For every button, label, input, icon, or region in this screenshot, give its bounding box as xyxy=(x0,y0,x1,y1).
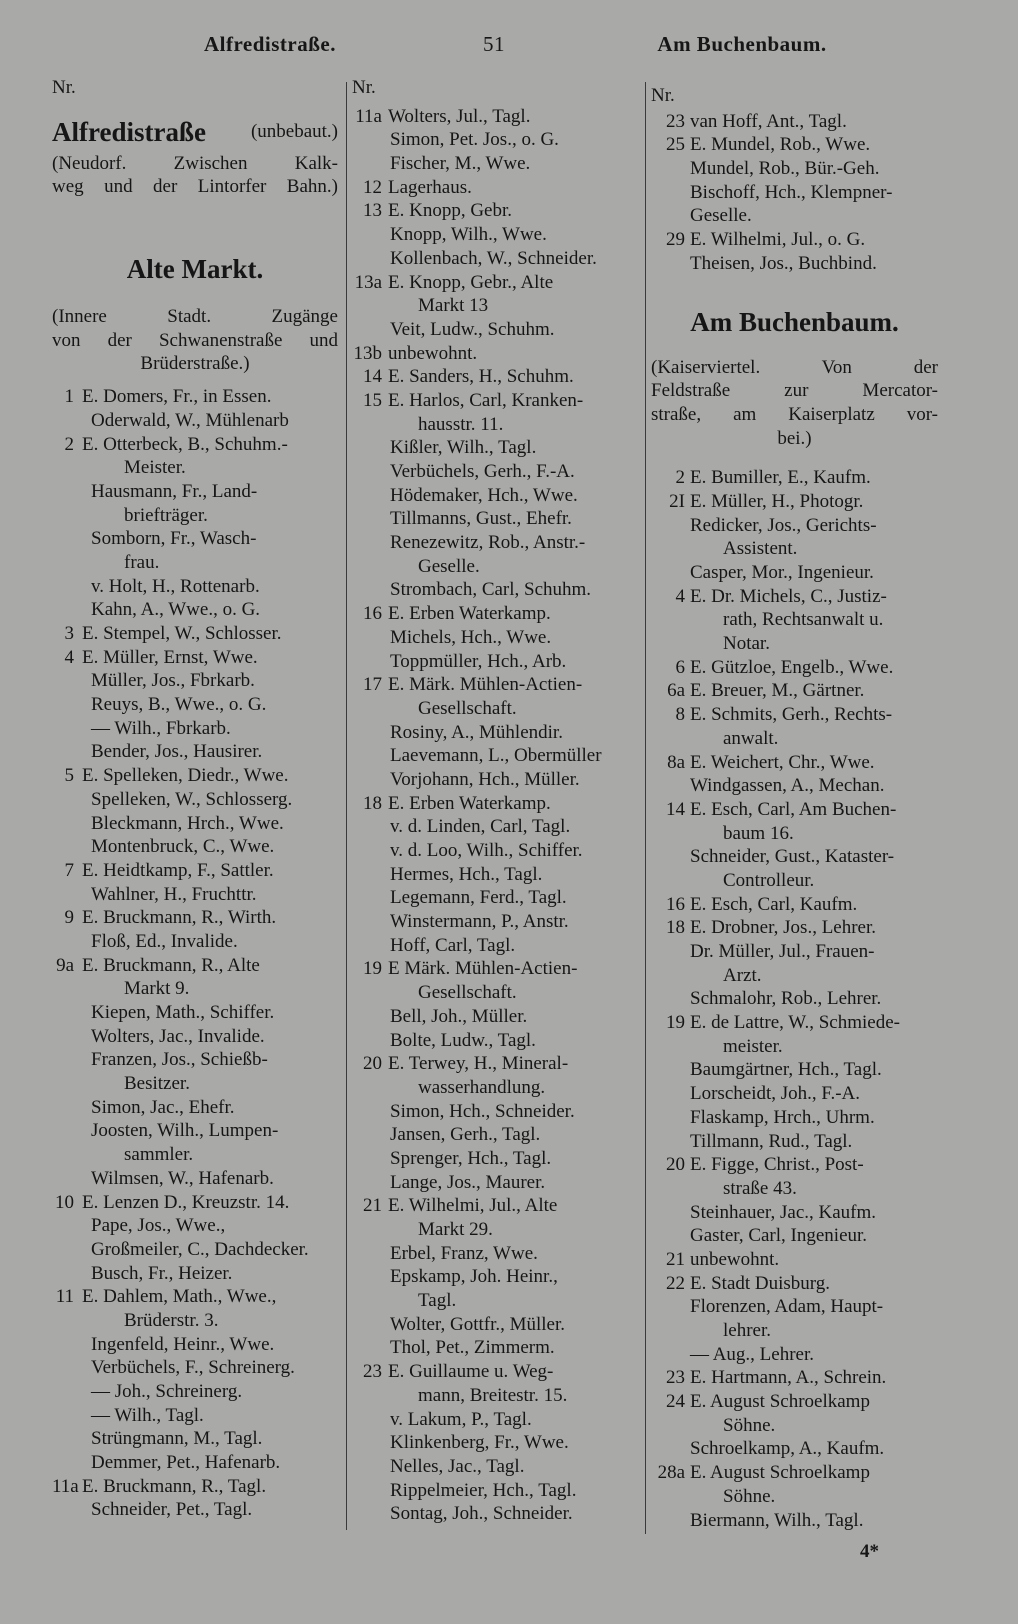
resident-line: Dr. Müller, Jul., Frauen- xyxy=(690,941,875,962)
house-entry xyxy=(352,199,639,223)
continuation-line: baum 16. xyxy=(723,822,794,844)
house-entry xyxy=(52,1475,338,1499)
house-entry xyxy=(352,365,639,389)
resident-line: Casper, Mor., Ingenieur. xyxy=(690,562,874,583)
continuation-line: Gesellschaft. xyxy=(418,982,517,1004)
resident-line: — Aug., Lehrer. xyxy=(690,1343,815,1365)
house-entry xyxy=(651,585,938,609)
street-description: bei.) xyxy=(777,427,812,449)
entry-text: E. Erben Waterkamp. xyxy=(388,792,551,814)
resident-line: Spelleken, W., Schlosserg. xyxy=(91,788,293,810)
house-number: 14 xyxy=(666,798,685,820)
resident-line: Steinhauer, Jac., Kaufm. xyxy=(690,1201,877,1223)
entry-text: E. Sanders, H., Schuhm. xyxy=(388,366,574,388)
street-heading xyxy=(52,249,338,289)
continuation-line: Besitzer. xyxy=(124,1073,190,1095)
house-entry xyxy=(651,1011,938,1035)
house-number: 17 xyxy=(363,674,382,696)
house-number: 22 xyxy=(666,1272,685,1294)
resident-line: Floß, Ed., Invalide. xyxy=(91,930,238,952)
resident-line: Erbel, Franz, Wwe. xyxy=(390,1242,538,1264)
resident-line: Busch, Fr., Heizer. xyxy=(91,1262,233,1284)
house-entry xyxy=(651,916,938,940)
entry-text: E. Heidtkamp, F., Sattler. xyxy=(82,859,274,881)
house-number: 18 xyxy=(363,792,382,814)
house-entry xyxy=(352,1052,639,1076)
entry-text: E. Bruckmann, R., Alte xyxy=(82,954,260,976)
running-head-left: Alfredistraße. xyxy=(203,32,337,56)
entry-text: E. Lenzen D., Kreuzstr. 14. xyxy=(82,1191,290,1213)
house-entry xyxy=(52,906,338,930)
resident-line: Legemann, Ferd., Tagl. xyxy=(390,887,567,909)
house-number: 11a xyxy=(355,105,382,127)
house-number: 10 xyxy=(55,1191,74,1213)
resident-line: Sprenger, Hch., Tagl. xyxy=(390,1147,552,1169)
house-entry xyxy=(651,466,938,490)
house-entry xyxy=(651,490,938,514)
house-number: 20 xyxy=(666,1154,685,1176)
house-number: 13 xyxy=(363,200,382,222)
entry-text: unbewohnt. xyxy=(388,342,478,364)
entry-text: E. Bruckmann, R., Wirth. xyxy=(82,907,277,929)
house-entry xyxy=(52,1285,338,1309)
entry-text: E. Dahlem, Math., Wwe., xyxy=(82,1286,277,1308)
house-number: 6a xyxy=(667,680,685,702)
resident-line: Renezewitz, Rob., Anstr.- xyxy=(390,532,586,554)
house-number: 8 xyxy=(675,704,685,726)
resident-line: Hödemaker, Hch., Wwe. xyxy=(390,484,578,506)
resident-line: — Wilh., Fbrkarb. xyxy=(91,717,231,739)
entry-text: E. Bumiller, E., Kaufm. xyxy=(690,467,871,489)
house-number: 9a xyxy=(56,954,74,976)
resident-line: Schmalohr, Rob., Lehrer. xyxy=(690,988,882,1010)
entry-text: E. Terwey, H., Mineral- xyxy=(388,1053,569,1075)
resident-line: Redicker, Jos., Gerichts- xyxy=(690,514,877,536)
street-description: Brüderstraße.) xyxy=(140,353,250,375)
house-number: 19 xyxy=(363,958,382,980)
house-number: 23 xyxy=(666,1367,685,1389)
entry-text: E. Drobner, Jos., Lehrer. xyxy=(690,917,877,939)
entry-text: E. Weichert, Chr., Wwe. xyxy=(690,751,875,773)
entry-text: E. Dr. Michels, C., Justiz- xyxy=(690,585,887,607)
street-heading xyxy=(52,112,338,152)
resident-line: Nelles, Jac., Tagl. xyxy=(390,1455,525,1477)
house-entry xyxy=(651,1153,938,1177)
house-entry xyxy=(352,1360,639,1384)
street-description: von der Schwanenstraße und xyxy=(52,329,338,351)
continuation-line: briefträger. xyxy=(124,504,208,526)
resident-line: Knopp, Wilh., Wwe. xyxy=(390,224,547,246)
resident-line: Bolte, Ludw., Tagl. xyxy=(390,1029,536,1051)
resident-line: Großmeiler, C., Dachdecker. xyxy=(91,1238,309,1260)
resident-line: Müller, Jos., Fbrkarb. xyxy=(91,670,255,692)
entry-text: E. Spelleken, Diedr., Wwe. xyxy=(82,765,289,787)
house-entry xyxy=(352,792,639,816)
number-column-label: Nr. xyxy=(651,85,675,106)
resident-line: Kollenbach, W., Schneider. xyxy=(390,247,597,269)
page-number: 51 xyxy=(483,32,505,56)
resident-line: Epskamp, Joh. Heinr., xyxy=(390,1266,558,1288)
resident-line: Rosiny, A., Mühlendir. xyxy=(390,721,563,743)
entry-text: E. Wilhelmi, Jul., Alte xyxy=(388,1195,558,1217)
column-3 xyxy=(651,84,938,1532)
resident-line: Rippelmeier, Hch., Tagl. xyxy=(390,1479,577,1501)
resident-line: Kahn, A., Wwe., o. G. xyxy=(91,599,261,621)
resident-line: Montenbruck, C., Wwe. xyxy=(91,836,275,858)
continuation-line: frau. xyxy=(124,551,160,573)
house-number: 25 xyxy=(666,134,685,156)
house-entry xyxy=(52,622,338,646)
continuation-line: Brüderstr. 3. xyxy=(124,1309,219,1331)
house-number: 6 xyxy=(675,656,685,678)
house-entry xyxy=(352,673,639,697)
resident-line: Bender, Jos., Hausirer. xyxy=(91,741,263,763)
house-number: 1 xyxy=(64,386,74,408)
street-heading xyxy=(651,302,938,342)
resident-line: Biermann, Wilh., Tagl. xyxy=(690,1509,864,1531)
house-entry xyxy=(52,764,338,788)
column-1 xyxy=(52,76,338,1522)
entry-text: E. Knopp, Gebr., Alte xyxy=(388,271,554,293)
resident-line: Thol, Pet., Zimmerm. xyxy=(390,1337,555,1359)
house-entry xyxy=(52,1191,338,1215)
resident-line: Windgassen, A., Mechan. xyxy=(690,775,885,797)
continuation-line: Gesellschaft. xyxy=(418,697,517,719)
resident-line: Kißler, Wilh., Tagl. xyxy=(390,437,537,459)
resident-line: Hermes, Hch., Tagl. xyxy=(390,863,543,885)
entry-text: E. Erben Waterkamp. xyxy=(388,603,551,625)
entry-text: unbewohnt. xyxy=(690,1248,780,1270)
resident-line: Strüngmann, M., Tagl. xyxy=(91,1428,263,1450)
house-number: 13b xyxy=(353,342,382,364)
resident-line: Hoff, Carl, Tagl. xyxy=(390,934,516,956)
entry-text: E. August Schroelkamp xyxy=(690,1462,870,1484)
resident-line: Laevemann, L., Obermüller xyxy=(390,745,602,767)
house-number: 16 xyxy=(666,893,685,915)
resident-line: Simon, Jac., Ehefr. xyxy=(91,1096,235,1118)
resident-line: Demmer, Pet., Hafenarb. xyxy=(91,1452,281,1474)
street-description: Feldstraße zur Mercator- xyxy=(651,380,938,402)
house-number: 11a xyxy=(52,1475,79,1497)
continuation-line: Markt 9. xyxy=(124,978,190,1000)
continuation-line: Geselle. xyxy=(418,555,480,577)
house-entry xyxy=(651,656,938,680)
resident-line: — Wilh., Tagl. xyxy=(91,1404,204,1426)
house-number: 28a xyxy=(657,1462,685,1484)
number-column-label: Nr. xyxy=(352,77,376,98)
entry-text: E. August Schroelkamp xyxy=(690,1391,870,1413)
continuation-line: Söhne. xyxy=(723,1485,776,1507)
resident-line: Simon, Pet. Jos., o. G. xyxy=(390,129,559,151)
house-entry xyxy=(52,859,338,883)
resident-line: v. Lakum, P., Tagl. xyxy=(390,1408,532,1430)
signature-mark: 4* xyxy=(860,1541,879,1562)
entry-text: E. Harlos, Carl, Kranken- xyxy=(388,389,584,411)
house-entry xyxy=(651,893,938,917)
house-number: 2I xyxy=(669,490,685,512)
entry-text: E. Müller, Ernst, Wwe. xyxy=(82,646,258,668)
resident-line: Baumgärtner, Hch., Tagl. xyxy=(690,1059,882,1081)
house-number: 11 xyxy=(55,1286,74,1308)
resident-line: Schneider, Gust., Kataster- xyxy=(690,846,895,868)
entry-text: E. Breuer, M., Gärtner. xyxy=(690,680,865,702)
resident-line: Toppmüller, Hch., Arb. xyxy=(390,650,567,672)
house-number: 14 xyxy=(363,366,382,388)
house-number: 9 xyxy=(64,907,74,929)
entry-text: E. Esch, Carl, Kaufm. xyxy=(690,893,858,915)
resident-line: v. Holt, H., Rottenarb. xyxy=(91,575,260,597)
continuation-line: Markt 13 xyxy=(418,295,489,317)
continuation-line: hausstr. 11. xyxy=(418,413,504,435)
house-number: 29 xyxy=(666,229,685,251)
resident-line: Kiepen, Math., Schiffer. xyxy=(91,1002,275,1023)
entry-text: Lagerhaus. xyxy=(388,176,472,198)
resident-line: Oderwald, W., Mühlenarb xyxy=(91,409,289,431)
house-entry xyxy=(651,1366,938,1390)
house-entry xyxy=(352,342,639,366)
resident-line: Wolters, Jac., Invalide. xyxy=(91,1025,265,1047)
street-description: (Neudorf. Zwischen Kalk- xyxy=(52,152,338,174)
house-number: 13a xyxy=(354,271,382,293)
house-entry xyxy=(52,433,338,457)
resident-line: — Joh., Schreinerg. xyxy=(91,1381,243,1402)
house-entry xyxy=(52,954,338,978)
resident-line: Vorjohann, Hch., Müller. xyxy=(390,768,580,790)
continuation-line: Söhne. xyxy=(723,1414,776,1436)
entry-text: E. Esch, Carl, Am Buchen- xyxy=(690,798,897,820)
house-number: 19 xyxy=(666,1012,685,1034)
street-description: straße, am Kaiserplatz vor- xyxy=(651,403,938,425)
house-number: 15 xyxy=(363,389,382,411)
entry-text: E. Mundel, Rob., Wwe. xyxy=(690,134,871,156)
resident-line: Joosten, Wilh., Lumpen- xyxy=(91,1120,279,1142)
house-number: 3 xyxy=(64,623,74,644)
house-entry xyxy=(651,703,938,727)
resident-line: v. d. Linden, Carl, Tagl. xyxy=(390,816,571,838)
house-entry xyxy=(651,110,938,134)
resident-line: Schneider, Pet., Tagl. xyxy=(91,1499,253,1521)
house-entry xyxy=(651,228,938,252)
street-note: (unbebaut.) xyxy=(250,120,338,142)
resident-line: Mundel, Rob., Bür.-Geh. xyxy=(690,158,880,180)
house-entry xyxy=(352,105,639,129)
continuation-line: Arzt. xyxy=(723,964,762,986)
house-number: 18 xyxy=(666,917,685,939)
resident-line: Verbüchels, Gerh., F.-A. xyxy=(390,461,575,482)
house-entry xyxy=(651,133,938,157)
house-number: 2 xyxy=(675,467,685,489)
entry-text: E. Figge, Christ., Post- xyxy=(690,1154,864,1176)
resident-line: Jansen, Gerh., Tagl. xyxy=(390,1124,541,1146)
entry-text: Wolters, Jul., Tagl. xyxy=(388,105,531,127)
continuation-line: anwalt. xyxy=(723,727,779,749)
street-name: Alfredistraße xyxy=(52,116,206,147)
continuation-line: Assistent. xyxy=(723,538,798,560)
continuation-line: mann, Breitestr. 15. xyxy=(418,1384,568,1406)
house-number: 4 xyxy=(675,585,685,607)
entry-text: E. Hartmann, A., Schrein. xyxy=(690,1367,887,1389)
entry-text: E. Stempel, W., Schlosser. xyxy=(82,623,282,644)
entry-text: E. Wilhelmi, Jul., o. G. xyxy=(690,229,866,251)
continuation-line: meister. xyxy=(723,1035,783,1057)
resident-line: Sontag, Joh., Schneider. xyxy=(390,1503,573,1525)
house-entry xyxy=(52,646,338,670)
resident-line: Simon, Hch., Schneider. xyxy=(390,1100,575,1122)
resident-line: Bleckmann, Hrch., Wwe. xyxy=(91,812,284,834)
continuation-line: Meister. xyxy=(124,457,186,479)
house-entry xyxy=(651,1248,938,1272)
resident-line: Wilmsen, W., Hafenarb. xyxy=(91,1167,274,1189)
entry-text: E. Stadt Duisburg. xyxy=(690,1272,831,1294)
house-number: 23 xyxy=(666,110,685,132)
house-number: 4 xyxy=(64,646,74,668)
running-head-right: Am Buchenbaum. xyxy=(657,32,827,56)
resident-line: Somborn, Fr., Wasch- xyxy=(91,528,257,550)
resident-line: Klinkenberg, Fr., Wwe. xyxy=(390,1432,569,1454)
resident-line: Pape, Jos., Wwe., xyxy=(91,1215,226,1237)
entry-text: E. Otterbeck, B., Schuhm.- xyxy=(82,433,288,455)
street-description: weg und der Lintorfer Bahn.) xyxy=(52,176,338,198)
resident-line: Florenzen, Adam, Haupt- xyxy=(690,1296,884,1318)
entry-text: E. Domers, Fr., in Essen. xyxy=(82,386,272,408)
house-number: 23 xyxy=(363,1361,382,1383)
resident-line: Theisen, Jos., Buchbind. xyxy=(690,252,877,274)
house-entry xyxy=(651,751,938,775)
entry-text: E. Knopp, Gebr. xyxy=(388,200,513,222)
house-number: 20 xyxy=(363,1053,382,1075)
entry-text: E Märk. Mühlen-Actien- xyxy=(388,958,578,980)
house-number: 12 xyxy=(363,176,382,198)
resident-line: Tillmanns, Gust., Ehefr. xyxy=(390,508,572,530)
resident-line: Veit, Ludw., Schuhm. xyxy=(390,318,555,340)
entry-text: E. de Lattre, W., Schmiede- xyxy=(690,1012,900,1034)
resident-line: Geselle. xyxy=(690,205,752,227)
resident-line: Hausmann, Fr., Land- xyxy=(91,480,258,502)
house-entry xyxy=(651,1272,938,1296)
resident-line: Strombach, Carl, Schuhm. xyxy=(390,579,592,601)
house-entry xyxy=(352,602,639,626)
house-entry xyxy=(352,957,639,981)
resident-line: Bischoff, Hch., Klempner- xyxy=(690,181,893,203)
resident-line: Lorscheidt, Joh., F.-A. xyxy=(690,1083,860,1105)
continuation-line: Controlleur. xyxy=(723,869,815,891)
continuation-line: Notar. xyxy=(723,633,770,655)
entry-text: van Hoff, Ant., Tagl. xyxy=(690,110,847,132)
entry-text: E. Gützloe, Engelb., Wwe. xyxy=(690,656,894,678)
street-name: Am Buchenbaum. xyxy=(690,306,899,337)
house-entry xyxy=(651,798,938,822)
continuation-line: sammler. xyxy=(124,1144,194,1166)
resident-line: Gaster, Carl, Ingenieur. xyxy=(690,1225,868,1247)
resident-line: Wahlner, H., Fruchttr. xyxy=(91,883,257,905)
resident-line: v. d. Loo, Wilh., Schiffer. xyxy=(390,840,583,861)
resident-line: Flaskamp, Hrch., Uhrm. xyxy=(690,1106,875,1128)
street-description: (Kaiserviertel. Von der xyxy=(651,356,938,378)
resident-line: Lange, Jos., Maurer. xyxy=(390,1171,546,1193)
resident-line: Winstermann, P., Anstr. xyxy=(390,911,569,933)
house-entry xyxy=(352,271,639,295)
continuation-line: Markt 29. xyxy=(418,1219,493,1240)
house-number: 2 xyxy=(64,433,74,455)
resident-line: Verbüchels, F., Schreinerg. xyxy=(91,1357,295,1379)
house-entry xyxy=(352,1194,639,1218)
house-entry xyxy=(651,1390,938,1414)
resident-line: Bell, Joh., Müller. xyxy=(390,1005,528,1027)
resident-line: Schroelkamp, A., Kaufm. xyxy=(690,1438,885,1460)
continuation-line: lehrer. xyxy=(723,1320,772,1341)
resident-line: Ingenfeld, Heinr., Wwe. xyxy=(91,1333,275,1355)
resident-line: Michels, Hch., Wwe. xyxy=(390,626,552,648)
house-number: 24 xyxy=(666,1391,685,1413)
house-number: 16 xyxy=(363,603,382,625)
house-number: 8a xyxy=(667,751,685,773)
number-column-label: Nr. xyxy=(52,77,76,98)
entry-text: E. Müller, H., Photogr. xyxy=(690,490,864,512)
column-2 xyxy=(352,76,639,1526)
continuation-line: wasserhandlung. xyxy=(418,1076,546,1098)
continuation-line: straße 43. xyxy=(723,1177,797,1199)
resident-line: Reuys, B., Wwe., o. G. xyxy=(91,694,267,716)
house-number: 7 xyxy=(64,859,74,881)
resident-line: Wolter, Gottfr., Müller. xyxy=(390,1313,566,1335)
resident-line: Fischer, M., Wwe. xyxy=(390,153,531,175)
entry-text: E. Schmits, Gerh., Rechts- xyxy=(690,704,893,726)
entry-text: E. Guillaume u. Weg- xyxy=(388,1361,554,1383)
resident-line: Franzen, Jos., Schießb- xyxy=(91,1049,268,1071)
resident-line: Tillmann, Rud., Tagl. xyxy=(690,1130,853,1152)
house-number: 5 xyxy=(64,765,74,787)
continuation-line: Tagl. xyxy=(418,1290,457,1312)
house-entry xyxy=(651,1461,938,1485)
column-divider xyxy=(645,82,646,1534)
house-entry xyxy=(352,389,639,413)
continuation-line: rath, Rechtsanwalt u. xyxy=(723,609,884,631)
house-entry xyxy=(352,176,639,200)
house-entry xyxy=(651,679,938,703)
house-number: 21 xyxy=(666,1248,685,1270)
house-number: 21 xyxy=(363,1195,382,1217)
house-entry xyxy=(52,385,338,409)
entry-text: E. Märk. Mühlen-Actien- xyxy=(388,674,583,696)
column-divider xyxy=(346,82,347,1530)
entry-text: E. Bruckmann, R., Tagl. xyxy=(82,1475,267,1497)
street-description: (Innere Stadt. Zugänge xyxy=(52,306,338,328)
street-name: Alte Markt. xyxy=(126,254,264,285)
